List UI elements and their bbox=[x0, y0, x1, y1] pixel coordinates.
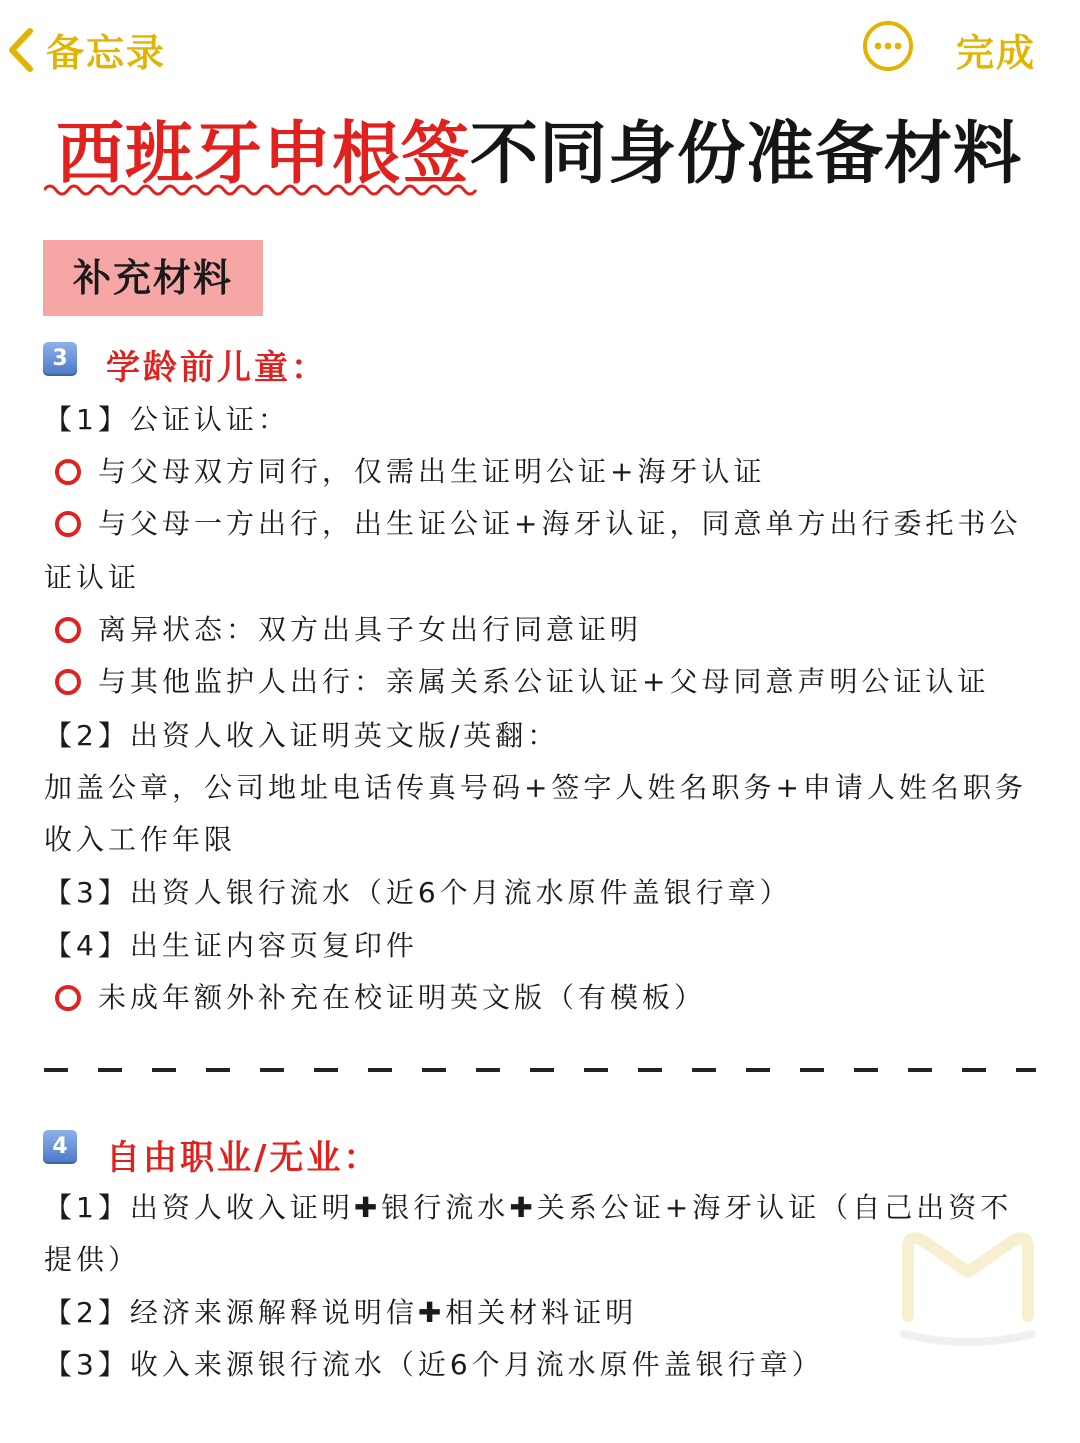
watermark-logo-icon bbox=[900, 1226, 1036, 1348]
list-item-part: 【2】经济来源解释说明信 bbox=[44, 1296, 418, 1329]
done-button[interactable]: 完成 bbox=[956, 31, 1037, 75]
keycap-number-icon: 4 bbox=[43, 1130, 77, 1164]
circle-bullet-icon bbox=[55, 459, 81, 485]
list-item: 与其他监护人出行：亲属关系公证认证+父母同意声明公证认证 bbox=[98, 665, 990, 698]
back-label: 备忘录 bbox=[46, 31, 167, 75]
list-item-part: 相关材料证明 bbox=[445, 1296, 638, 1329]
circle-bullet-icon bbox=[55, 617, 81, 643]
circle-bullet-icon bbox=[55, 669, 81, 695]
list-item: 【1】公证认证： bbox=[44, 403, 290, 436]
list-item: 【3】出资人银行流水（近6个月流水原件盖银行章） bbox=[44, 876, 792, 909]
list-item: 收入工作年限 bbox=[44, 823, 237, 856]
list-item-part: 关系公证+海牙认证（自己出资不 bbox=[536, 1191, 1013, 1224]
title-highlight: 西班牙申根签 bbox=[56, 115, 471, 194]
list-item bbox=[44, 1295, 637, 1331]
circle-bullet-icon bbox=[55, 985, 81, 1011]
circle-bullet-icon bbox=[55, 511, 81, 537]
more-icon[interactable] bbox=[862, 20, 914, 72]
section-heading: 学龄前儿童： bbox=[106, 348, 328, 388]
list-item bbox=[44, 1190, 1012, 1226]
list-item: 【4】出生证内容页复印件 bbox=[44, 929, 418, 962]
list-item: 【2】出资人收入证明英文版/英翻： bbox=[44, 719, 560, 752]
list-item-part: 【1】出资人收入证明 bbox=[44, 1191, 354, 1224]
title-rest: 不同身份准备材料 bbox=[470, 115, 1023, 194]
list-item-part: 银行流水 bbox=[381, 1191, 510, 1224]
list-item: 提供） bbox=[44, 1243, 141, 1276]
list-item: 离异状态：双方出具子女出行同意证明 bbox=[98, 613, 643, 646]
dashed-divider bbox=[44, 1068, 1036, 1072]
list-item: 与父母双方同行，仅需出生证明公证+海牙认证 bbox=[98, 455, 766, 488]
list-item: 【3】收入来源银行流水（近6个月流水原件盖银行章） bbox=[44, 1348, 824, 1381]
list-item: 证认证 bbox=[44, 561, 141, 594]
chevron-left-icon bbox=[6, 27, 36, 73]
section-tag: 补充材料 bbox=[43, 240, 263, 316]
keycap-number-icon: 3 bbox=[43, 342, 77, 376]
plus-icon: ✚ bbox=[417, 1296, 446, 1329]
plus-icon: ✚ bbox=[509, 1191, 537, 1224]
list-item: 加盖公章，公司地址电话传真号码+签字人姓名职务+申请人姓名职务 bbox=[44, 771, 1027, 804]
plus-icon: ✚ bbox=[353, 1191, 382, 1224]
section-heading: 自由职业/无业： bbox=[106, 1138, 381, 1178]
wavy-underline bbox=[44, 180, 478, 200]
back-button[interactable] bbox=[6, 22, 166, 77]
list-item: 未成年额外补充在校证明英文版（有模板） bbox=[98, 981, 707, 1014]
list-item: 与父母一方出行，出生证公证+海牙认证，同意单方出行委托书公 bbox=[98, 507, 1022, 540]
